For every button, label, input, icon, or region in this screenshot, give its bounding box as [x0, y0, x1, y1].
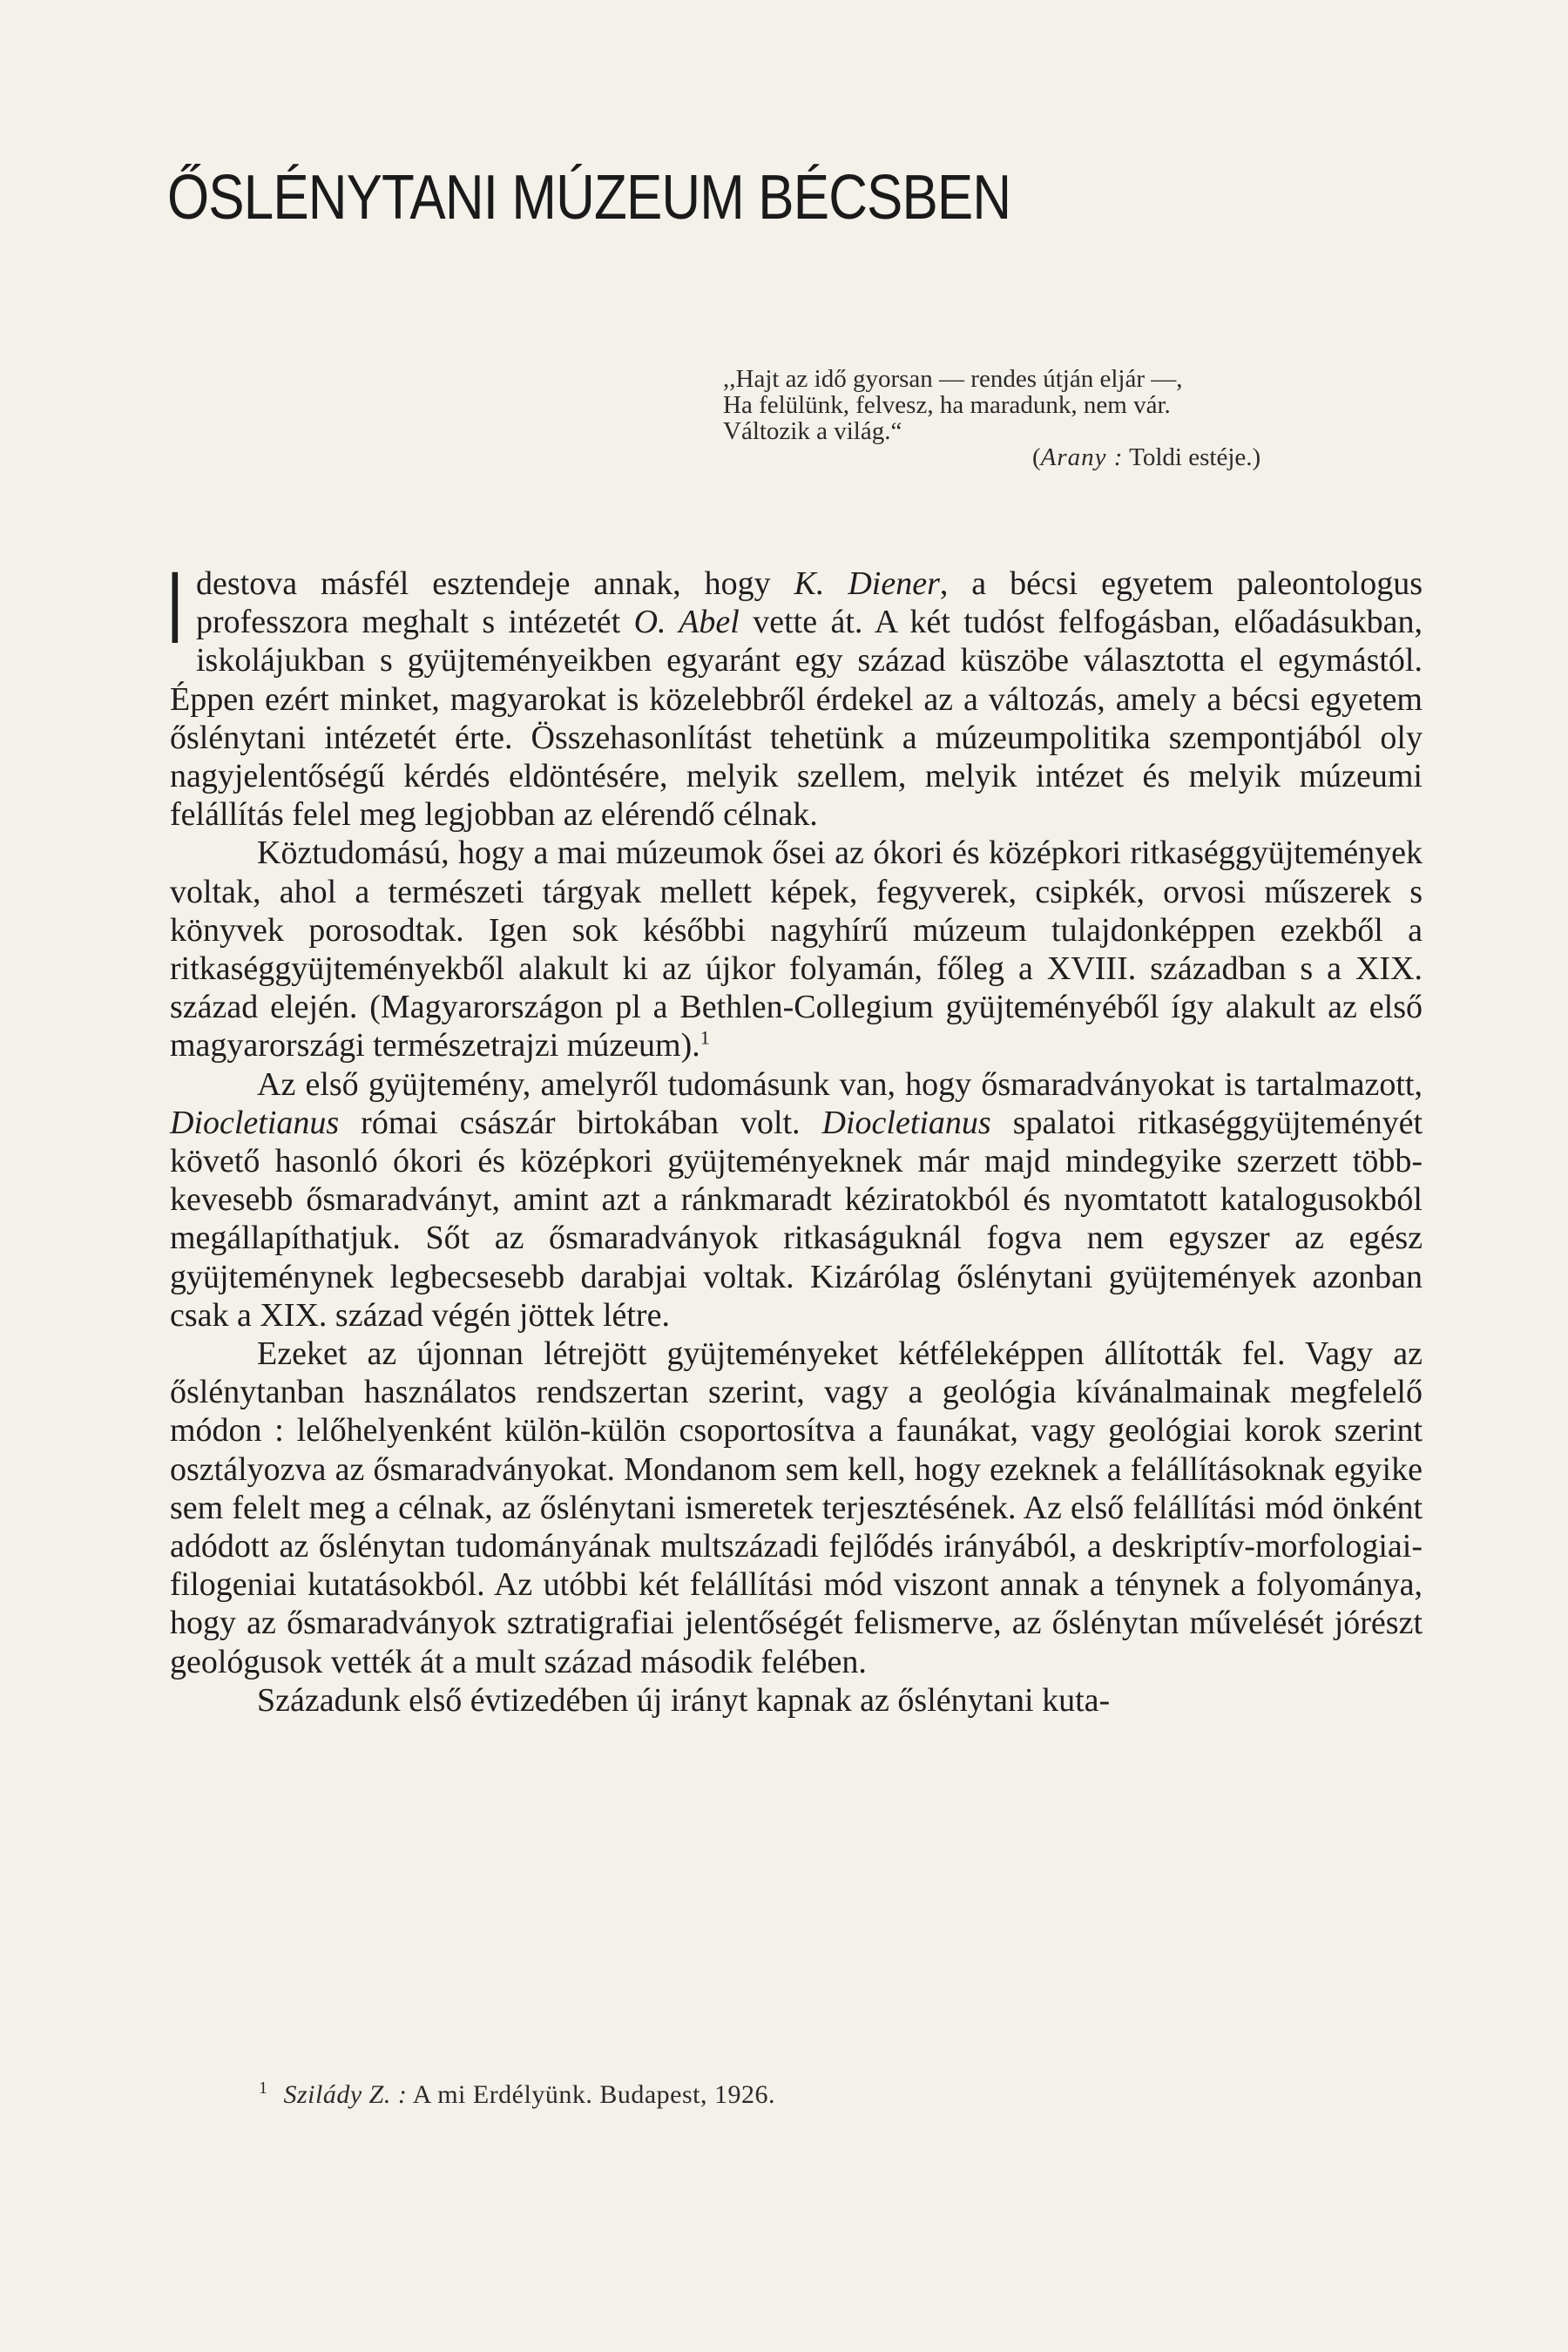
person-name: K. Diener [794, 565, 940, 602]
text-run: Az első gyüjtemény, amelyről tudomásunk van, hogy ősmaradványokat is tartalmazott, [257, 1065, 1423, 1103]
epigraph-line: ,,Hajt az idő gyorsan — rendes útján eljár —, [723, 365, 1183, 393]
footnote-reference[interactable]: 1 [700, 1026, 710, 1049]
text-run: spalatoi ritkaséggyüjteményét követő hasonló ókori és középkori gyüjteményeknek már majd mindegyike szerzett több-kevesebb ősmaradványt, amint azt a ránkmaradt kéziratokból és nyomtatott katalogusokból megállapíthatjuk. Sőt az ősmaradványok ritkaságuknál fogva nem egyszer az egész gyüjteménynek legbecsesebb darabjai voltak. Kizárólag őslénytani gyüjtemények azonban csak a XIX. század végén jöttek létre. [170, 1104, 1423, 1334]
epigraph-source [723, 444, 1260, 470]
epigraph-work: Toldi estéje.) [1123, 443, 1261, 471]
text-run: vette át. A két tudóst felfogásban, előadásukban, iskolájukban s gyüjteményeikben egyaránt egy század küszöbe választotta el egymástól. Éppen ezért minket, magyarokat is közelebbről érdekel az a változás, amely a bécsi egyetem őslénytani intézetét érte. Összehasonlítást tehetünk a múzeumpolitika szempontjából oly nagyjelentőségű kérdés eldöntésére, melyik szellem, melyik intézet és melyik múzeumi felállítás felel meg legjobban az elérendő célnak. [170, 604, 1423, 834]
text-run: destova másfél esztendeje annak, hogy [196, 565, 794, 602]
text-run: , a bécsi egyetem paleontologus professzora meghalt s intézetét [196, 565, 1423, 641]
article-body [166, 551, 1423, 1720]
paragraph [166, 551, 1423, 834]
footnote [259, 2078, 775, 2110]
epigraph-line: Ha felülünk, felvesz, ha maradunk, nem vár. [723, 391, 1171, 419]
epigraph-author: Arany : [1040, 443, 1124, 471]
paragraph [170, 834, 1423, 1064]
text-run: római császár birtokában volt. [339, 1104, 822, 1141]
footnote-text: A mi Erdélyünk. Budapest, 1926. [407, 2080, 775, 2109]
epigraph-line: Változik a világ.“ [723, 417, 902, 445]
article-title: ŐSLÉNYTANI MÚZEUM BÉCSBEN [167, 163, 1011, 233]
paragraph: Ezeket az újonnan létrejött gyüjteményeket kétféleképpen állították fel. Vagy az őslénytanban használatos rendszertan szerint, vagy a geológia kívánalmainak megfelelő módon : lelőhelyenként külön-külön csoportosítva a faunákat, vagy geológiai korok szerint osztályozva az ősmaradványokat. Mondanom sem kell, hogy ezeknek a felállításoknak egyike sem felelt meg a célnak, az őslénytani ismeretek terjesztésének. Az első felállítási mód önként adódott az őslénytan tudományának multszázadi fejlődés irányából, a deskriptív-morfologiai-filogeniai kutatásokból. Az utóbbi két felállítási mód viszont annak a ténynek a folyománya, hogy az ősmaradványok sztratigrafiai jelentőségét felismerve, az őslénytan művelését jórészt geológusok vették át a mult század második felében. [170, 1335, 1423, 1680]
paragraph: Századunk első évtizedében új irányt kapnak az őslénytani kuta- [257, 1681, 1111, 1719]
person-name: Diocletianus [170, 1104, 340, 1141]
drop-cap: I [166, 551, 184, 666]
text-run: Köztudomású, hogy a mai múzeumok ősei az ókori és középkori ritkaséggyüjtemények voltak, ahol a természeti tárgyak mellett képek, fegyverek, csipkék, orvosi műszerek s könyvek porosodtak. Igen sok későbbi nagyhírű múzeum tulajdonképpen ezekből a ritkaséggyüjteményekből alakult ki az újkor folyamán, főleg a XVIII. században s a XIX. század elején. (Magyarországon pl a Bethlen-Collegium gyüjteményéből így alakult az első magyarországi természetrajzi múzeum). [170, 835, 1423, 1064]
person-name: O. Abel [633, 604, 740, 641]
epigraph [723, 366, 1260, 470]
footnote-number: 1 [259, 2078, 268, 2098]
epigraph-source-paren: ( [1032, 443, 1041, 471]
person-name: Diocletianus [821, 1104, 991, 1141]
paragraph [170, 1065, 1423, 1335]
footnote-author: Szilády Z. : [283, 2080, 408, 2109]
